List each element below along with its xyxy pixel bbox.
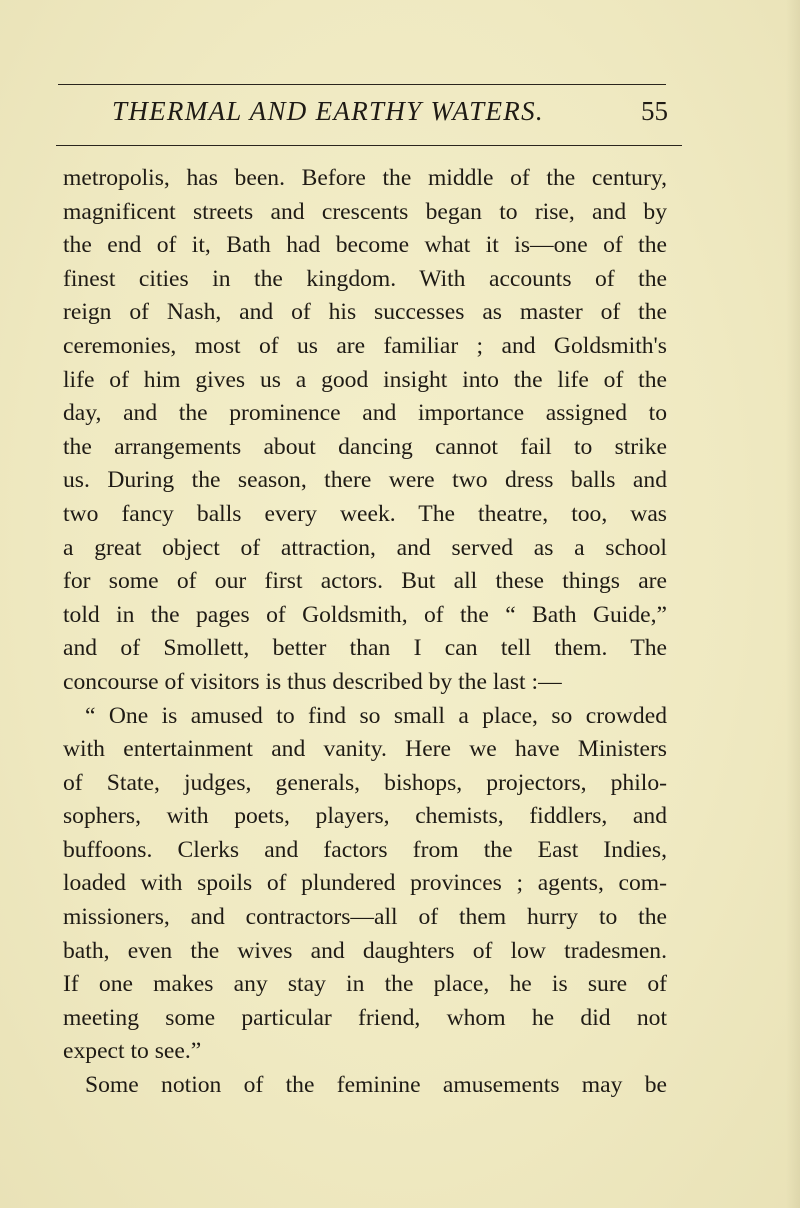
text-line: us. During the season, there were two dress balls and [63,467,667,494]
text-line: Some notion of the feminine amusements may be [85,1072,667,1099]
text-line: and of Smollett, better than I can tell them. The [63,635,667,662]
text-line: reign of Nash, and of his successes as master of the [63,299,667,326]
quotation-line: of State, judges, generals, bishops, projectors, philo- [63,769,667,796]
quotation-line: If one makes any stay in the place, he is sure of [63,971,667,998]
text-line: for some of our first actors. But all these things are [63,568,667,595]
quotation-line: missioners, and contractors—all of them hurry to the [63,904,667,931]
header-rule-top [58,84,666,85]
quotation-line: with entertainment and vanity. Here we have Ministers [63,736,667,763]
quotation-line: meeting some particular friend, whom he did not [63,1004,667,1031]
quotation-line: bath, even the wives and daughters of low tradesmen. [63,937,667,964]
text-line: two fancy balls every week. The theatre, too, was [63,500,667,527]
body-text [63,162,667,1103]
header-rule-bottom [56,145,682,146]
quotation-line: loaded with spoils of plundered provinces ; agents, com- [63,870,667,897]
text-line: ceremonies, most of us are familiar ; and Goldsmith's [63,332,667,359]
text-line: day, and the prominence and importance assigned to [63,400,667,427]
quotation-line: expect to see.” [63,1038,202,1065]
text-line: a great object of attraction, and served as a school [63,534,667,561]
running-head [58,94,668,134]
text-line: finest cities in the kingdom. With accounts of the [63,265,667,292]
text-line: life of him gives us a good insight into the life of the [63,366,667,393]
text-line: the end of it, Bath had become what it is—one of the [63,232,667,259]
text-line: the arrangements about dancing cannot fail to strike [63,433,667,460]
text-line: told in the pages of Goldsmith, of the “ Bath Guide,” [63,601,667,628]
running-head-title: THERMAL AND EARTHY WATERS. [112,96,544,126]
text-line: metropolis, has been. Before the middle of the century, [63,165,667,191]
quotation-line: sophers, with poets, players, chemists, fiddlers, and [63,803,667,830]
quotation-line: “ One is amused to find so small a place, so crowded [85,702,667,729]
text-line: magnificent streets and crescents began to rise, and by [63,198,667,225]
page-edge-shadow [786,0,800,1208]
page-number: 55 [641,96,668,126]
text-line: concourse of visitors is thus described by the last :— [63,668,562,695]
quotation-line: buffoons. Clerks and factors from the East Indies, [63,836,667,863]
